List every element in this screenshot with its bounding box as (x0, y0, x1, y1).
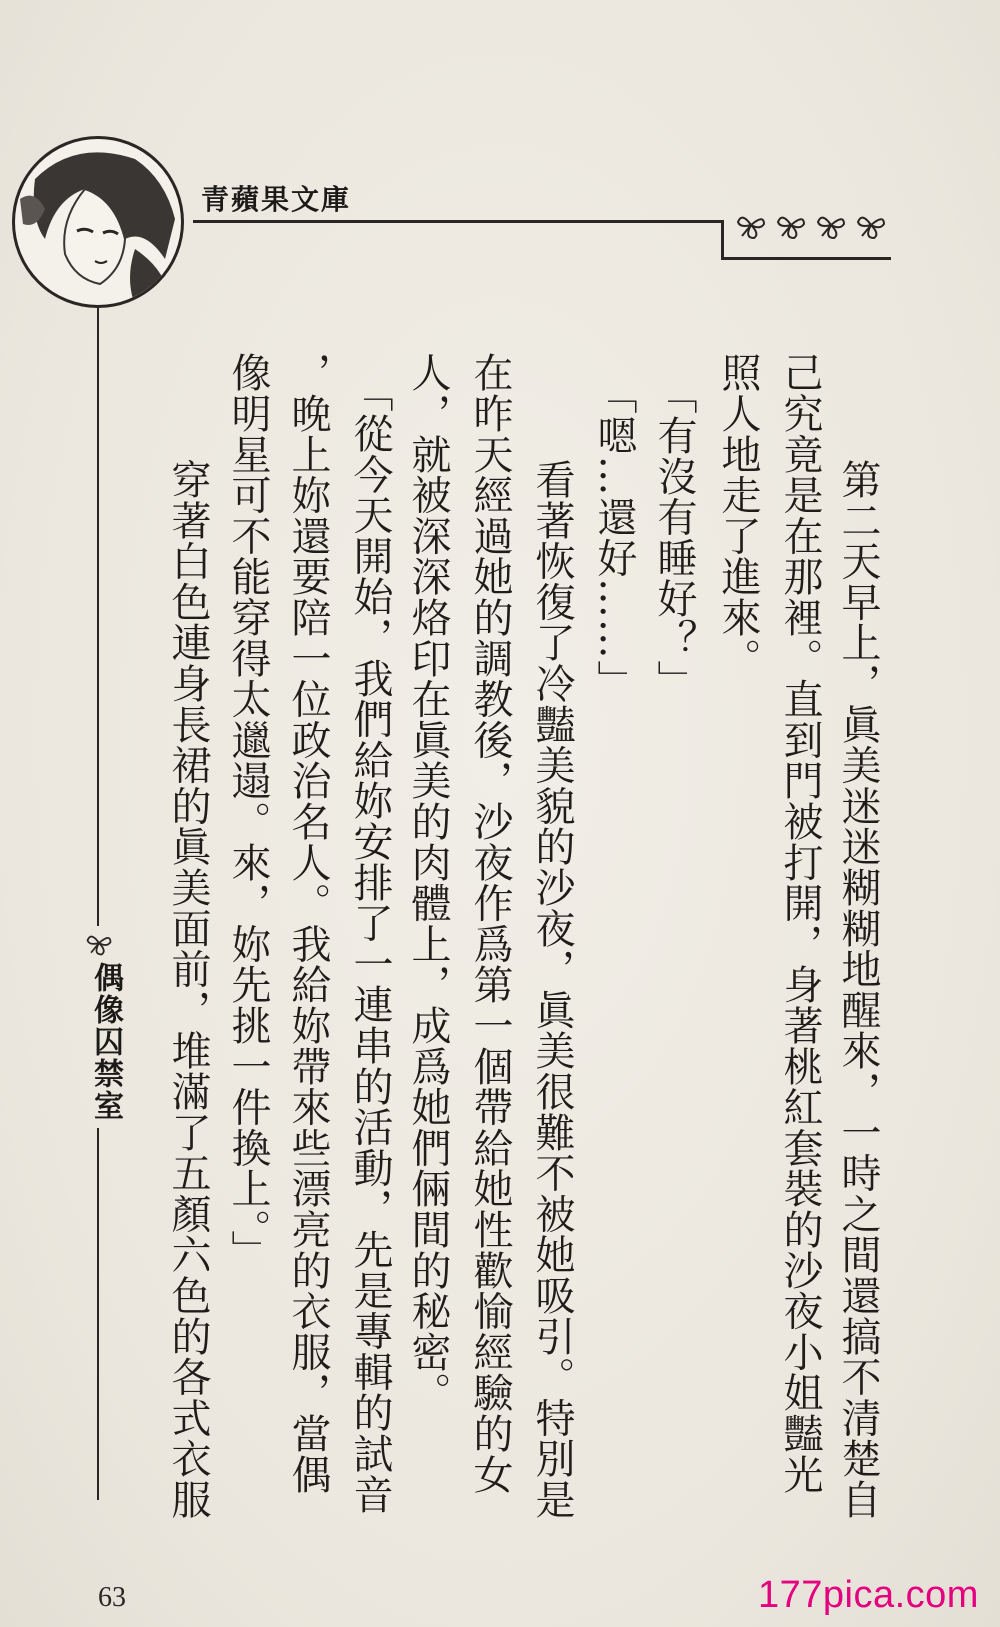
text-column: 人，就被深深烙印在眞美的肉體上，成爲她們倆間的秘密。 (405, 352, 451, 1413)
text-column: 「嗯…還好……」 (591, 374, 637, 701)
text-column: 「從今天開始，我們給妳安排了一連串的活動，先是專輯的試音 (347, 372, 393, 1515)
margin-rule-upper (97, 308, 99, 926)
flower-icon (84, 928, 114, 958)
flower-icon (734, 208, 768, 242)
text-column: 「有沒有睡好？」 (651, 374, 697, 701)
text-column: 在昨天經過她的調教後，沙夜作爲第一個帶給她性歡愉經驗的女 (467, 352, 513, 1495)
text-column: 照人地走了進來。 (715, 352, 761, 679)
text-column: 己究竟是在那裡。直到門被打開，身著桃紅套裝的沙夜小姐豔光 (777, 352, 823, 1495)
book-title: 偶像囚禁室 (88, 962, 123, 1122)
text-column: 第二天早上，眞美迷迷糊糊地醒來，一時之間還搞不清楚自 (835, 418, 881, 1520)
series-title: 青蘋果文庫 (201, 183, 352, 216)
flower-ornament-row (734, 208, 894, 242)
margin-rule-lower (97, 1128, 99, 1500)
text-column: ，晚上妳還要陪一位政治名人。我給妳帶來些漂亮的衣服，當偶 (285, 352, 331, 1495)
flower-icon (774, 208, 808, 242)
text-column: 穿著白色連身長裙的眞美面前，堆滿了五顏六色的各式衣服 (165, 418, 211, 1520)
character-portrait (12, 136, 184, 308)
page-number: 63 (98, 1582, 126, 1613)
flower-icon (814, 208, 848, 242)
text-column: 看著恢復了冷豔美貌的沙夜，眞美很難不被她吸引。特別是 (529, 418, 575, 1520)
header-rule-lower (721, 257, 891, 260)
header-rule-step (721, 220, 724, 260)
watermark: 177pica.com (758, 1574, 979, 1616)
flower-icon (854, 208, 888, 242)
header-rule (193, 220, 721, 223)
text-column: 像明星可不能穿得太邋遢。來，妳先挑一件換上。」 (225, 352, 271, 1271)
